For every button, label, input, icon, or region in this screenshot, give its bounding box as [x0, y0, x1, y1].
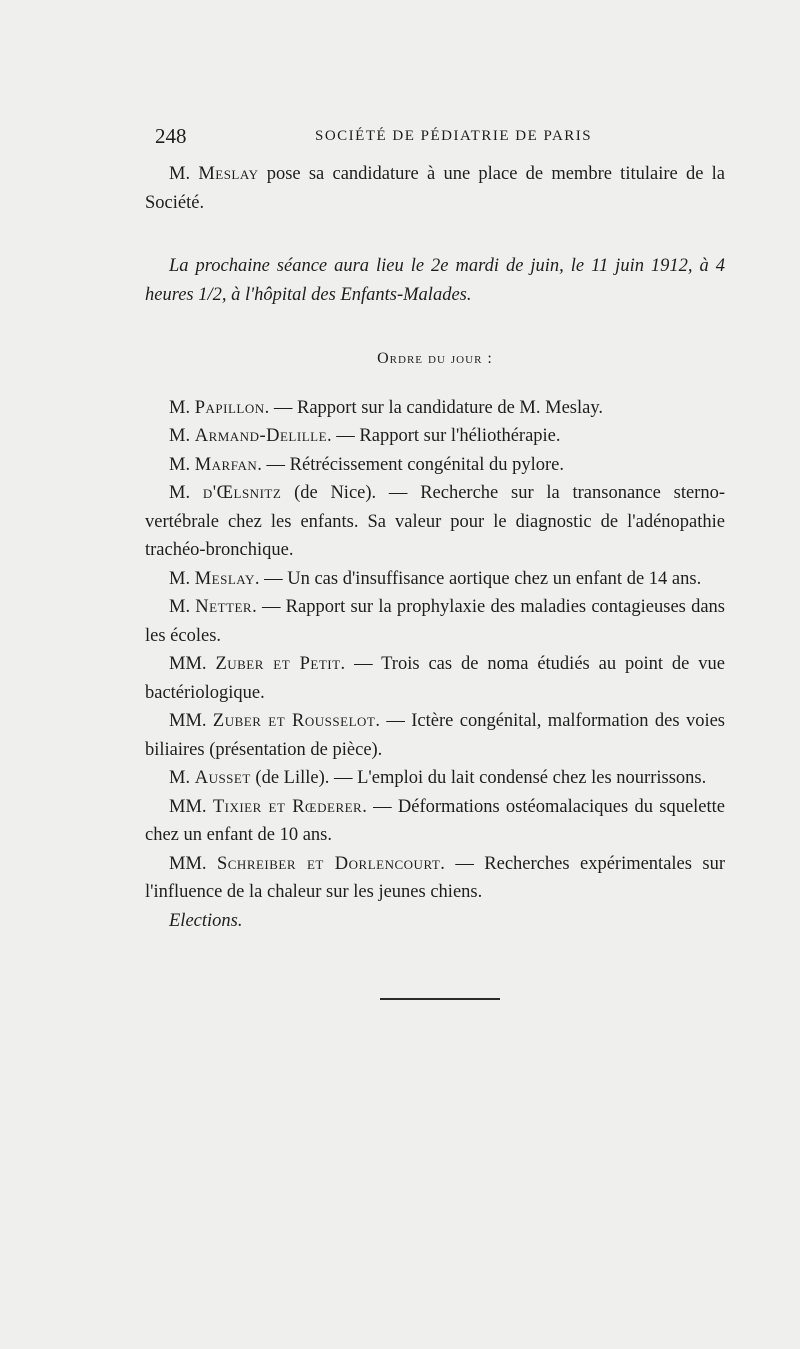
agenda-item [145, 422, 725, 451]
agenda-item-prefix: MM. [169, 654, 216, 674]
agenda-item-names: Netter [195, 597, 253, 617]
agenda-item-text: . — Déformations ostéomalaciques du squelette chez un enfant de 10 ans. [145, 796, 725, 845]
agenda-item-text: (de Nice). — Recherche sur la transonance sterno-vertébrale chez les enfants. Sa valeur pour le diagnostic de l'adénopathie trachéo-bronchique. [145, 483, 725, 560]
agenda-item [145, 707, 725, 764]
agenda-item-text: . — Rapport sur l'héliothérapie. [327, 426, 561, 446]
agenda-item-text: . — Un cas d'insuffisance aortique chez un enfant de 14 ans. [254, 568, 702, 589]
agenda-item-text: . — Rapport sur la candidature de M. Meslay. [264, 397, 604, 418]
candidature-prefix: M. [169, 164, 199, 184]
agenda-heading: Ordre du jour : [377, 350, 493, 367]
agenda-item-prefix: M. [169, 597, 196, 617]
agenda-item [145, 451, 725, 480]
agenda-item-names: Meslay [194, 568, 255, 589]
agenda-item-text: (de Lille). — L'emploi du lait condensé chez les nourrissons. [250, 768, 707, 788]
agenda-item-prefix: MM. [169, 711, 213, 731]
agenda-item-names: Zuber et Rousselot [212, 711, 376, 731]
agenda-item-prefix: M. [169, 768, 195, 788]
agenda-item [145, 479, 725, 565]
agenda-item [145, 850, 725, 907]
agenda-item-names: d'Œlsnitz [202, 483, 282, 503]
agenda-item-names: Marfan [194, 454, 258, 475]
page-body [145, 160, 725, 935]
agenda-item-text: . — Ictère congénital, malformation des voies biliaires (présentation de pièce). [145, 711, 725, 760]
agenda-item-names: Armand-Delille [194, 426, 328, 446]
candidature-text: pose sa candidature à une place de membre titulaire de la Société. [145, 164, 725, 213]
agenda-item-text: . — Trois cas de noma étudiés au point de vue bactériologique. [145, 654, 726, 703]
page-number: 248 [155, 124, 187, 148]
candidature-name: Meslay [198, 164, 259, 184]
agenda-item-text: . — Recherches expérimentales sur l'influence de la chaleur sur les jeunes chiens. [145, 853, 726, 902]
agenda-item-names: Ausset [194, 768, 251, 788]
running-head: SOCIÉTÉ DE PÉDIATRIE DE PARIS [315, 128, 593, 144]
agenda-item [145, 793, 725, 850]
agenda-closing: Elections. [169, 910, 243, 931]
agenda-item-prefix: M. [169, 426, 195, 446]
agenda-item-names: Tixier et Rœderer [212, 796, 363, 817]
agenda-item-prefix: MM. [169, 796, 213, 817]
agenda-item-text: . — Rétrécissement congénital du pylore. [257, 454, 564, 475]
agenda-item [145, 565, 725, 594]
agenda-item-prefix: M. [169, 568, 195, 589]
agenda-item [145, 650, 725, 707]
agenda-item-names: Papillon [194, 397, 265, 418]
agenda-item [145, 593, 725, 650]
agenda-item [145, 764, 725, 793]
agenda-item-prefix: M. [169, 454, 195, 475]
agenda-item-prefix: M. [169, 397, 195, 418]
candidature-paragraph [145, 160, 725, 217]
end-rule [380, 998, 500, 1000]
agenda-item-prefix: MM. [169, 853, 217, 874]
page-header [155, 124, 725, 154]
agenda-item-names: Zuber et Petit [215, 654, 341, 674]
next-session-paragraph: La prochaine séance aura lieu le 2e mardi de juin, le 11 juin 1912, à 4 heures 1/2, à l'hôpital des Enfants-Malades. [145, 256, 725, 305]
agenda-item-names: Schreiber et Dorlencourt [216, 853, 441, 874]
agenda-item [145, 394, 725, 423]
agenda-item-prefix: M. [169, 483, 203, 503]
agenda-item-text: . — Rapport sur la prophylaxie des maladies contagieuses dans les écoles. [145, 597, 725, 646]
